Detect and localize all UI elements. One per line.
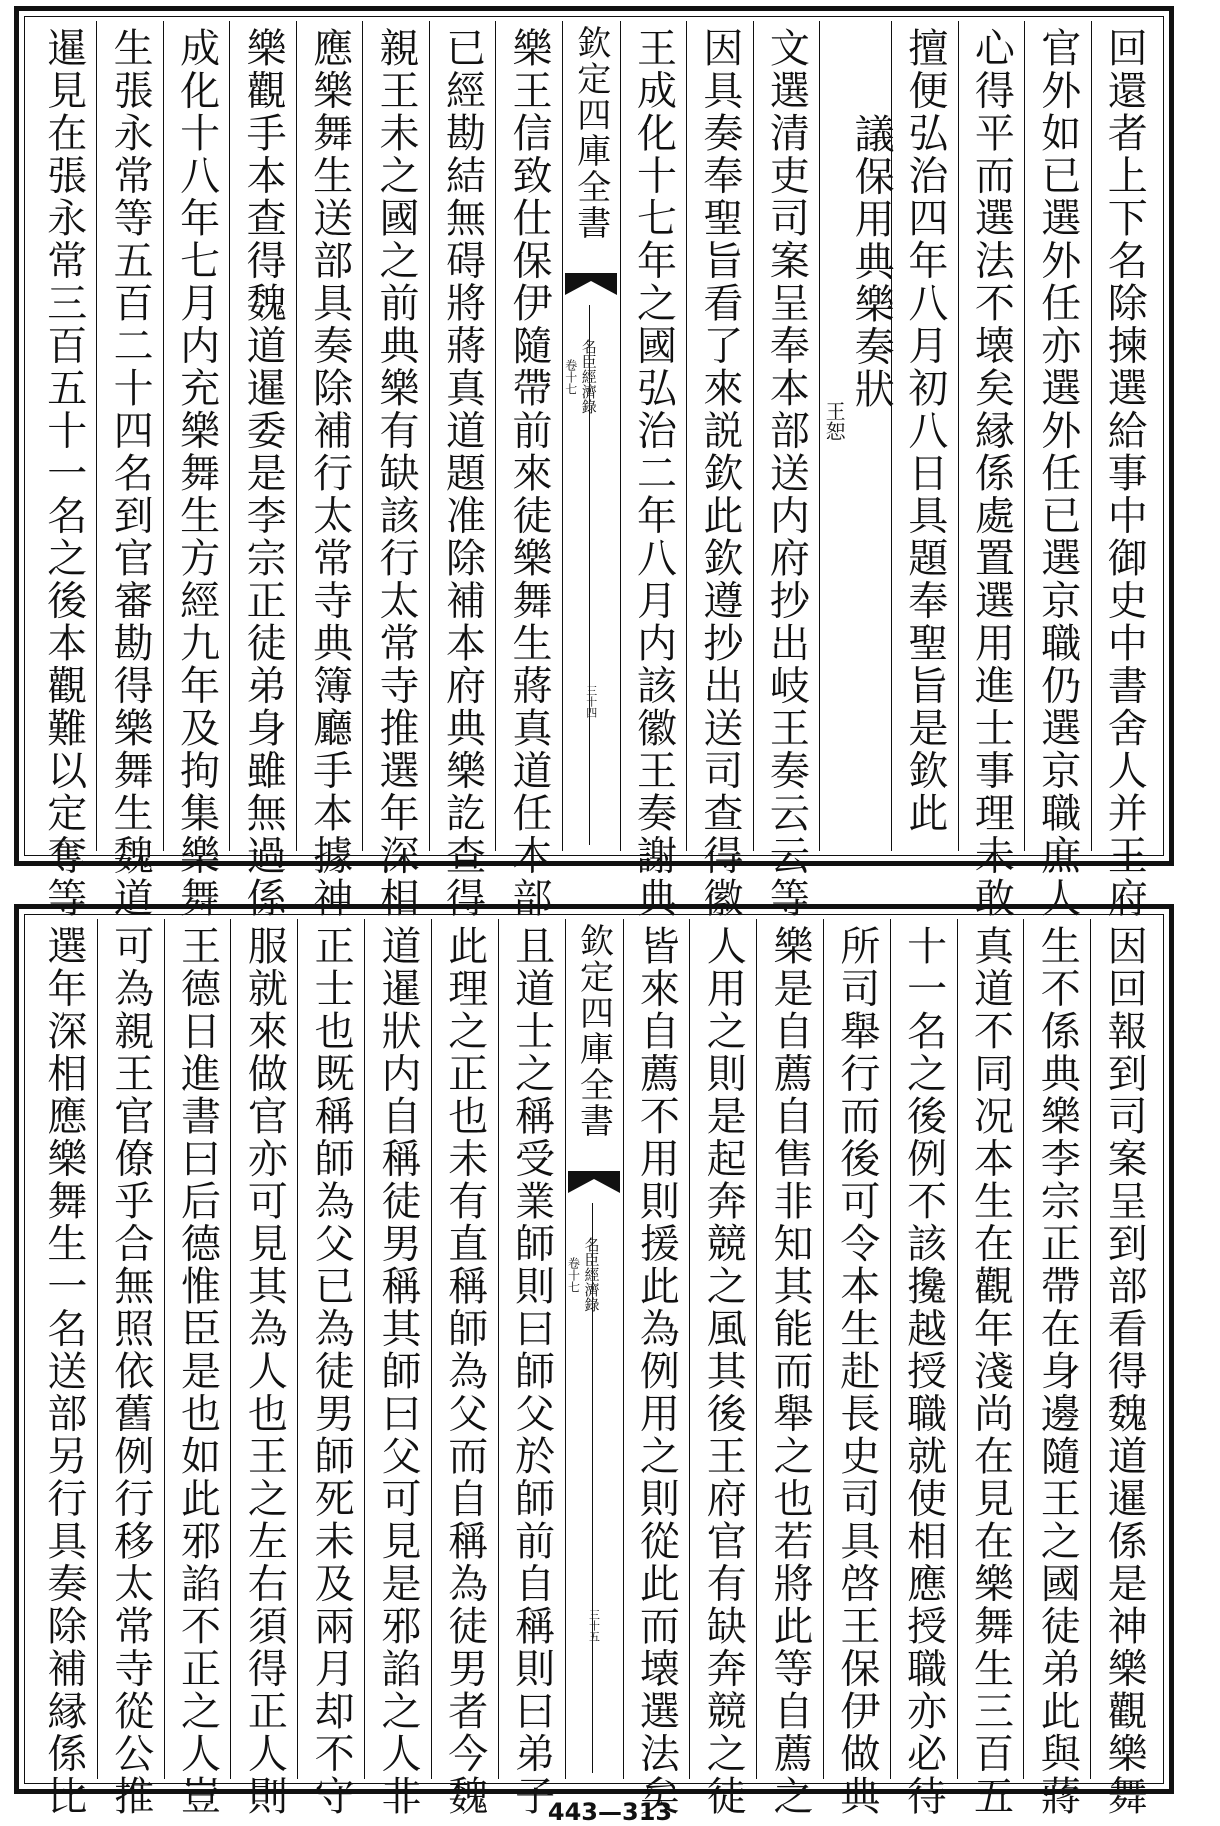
text-column: 可為親王官僚乎合無照依舊例行移太常寺從公推 [97, 919, 164, 1779]
text-column: 人用之則是起奔競之風其後王府官有缺奔競之徒 [689, 919, 756, 1779]
text-column: 樂王信致仕保伊隨帶前來徒樂舞生蔣真道任本部 [495, 21, 561, 851]
text-column: 文選清吏司案呈奉本部送内府抄出岐王奏云云等 [753, 21, 819, 851]
juan-number: 卷十七 [566, 1257, 581, 1293]
text-column: 親王未之國之前典樂有缺該行太常寺推選年深相 [362, 21, 428, 851]
book-name: 名臣經濟錄 [582, 1237, 601, 1312]
text-column: 服就來做官亦可見其為人也王之左右須得正人則 [230, 919, 297, 1779]
text-column: 官外如已選外任亦選外任已選京職仍選京職庶人 [1024, 21, 1090, 851]
text-column: 成化十八年七月内充樂舞生方經九年及拘集樂舞 [163, 21, 229, 851]
text-column: 且道士之稱受業師則曰師父於師前自稱則曰弟子 [498, 919, 565, 1779]
juan-number: 卷十七 [563, 359, 578, 395]
text-columns-top [31, 21, 1157, 920]
center-banner [565, 919, 623, 1779]
text-column: 應樂舞生送部具奏除補行太常寺典簿廳手本據神 [296, 21, 362, 851]
text-column: 十一名之後例不該攙越授職就使相應授職亦必待 [890, 919, 957, 1779]
text-column: 心得平而選法不壊矣縁係處置選用進士事理未敢 [958, 21, 1024, 851]
text-column: 正士也既稱師為父已為徒男師死未及兩月却不守 [297, 919, 364, 1779]
section-title-column [819, 21, 895, 851]
text-column: 選年深相應樂舞生一名送部另行具奏除補縁係比 [40, 925, 87, 1818]
text-column: 因回報到司案呈到部看得魏道暹係是神樂觀樂舞 [1090, 919, 1157, 1779]
text-column: 道暹狀内自稱徒男稱其師曰父可見是邪諂之人非 [364, 919, 431, 1779]
fishtail-ornament [568, 1171, 620, 1201]
text-column: 王成化十七年之國弘治二年八月内該徽王奏謝典 [620, 21, 686, 851]
banner-title: 欽定四庫全書 [570, 25, 611, 241]
folio-number: 三十五 [587, 1609, 601, 1642]
banner-title: 欽定四庫全書 [573, 923, 614, 1139]
text-column: 樂是自薦自售非知其能而舉之也若將此等自薦之 [756, 919, 823, 1779]
text-column: 王德日進書曰后德惟臣是也如此邪諂不正之人豈 [164, 919, 231, 1779]
text-column: 因具奏奉聖旨看了來説欽此欽遵抄出送司查得徽 [686, 21, 752, 851]
text-column: 擅便弘治四年八月初八日具題奉聖旨是欽此 [891, 21, 957, 851]
text-column: 已經勘結無碍將蔣真道題准除補本府典樂訖查得 [429, 21, 495, 851]
text-column: 生張永常等五百二十四名到官審勘得樂舞生魏道 [96, 21, 162, 851]
center-banner [562, 21, 620, 851]
fishtail-ornament [565, 273, 617, 303]
page-top [14, 6, 1174, 920]
text-column: 此理之正也未有直稱師為父而自稱為徒男者今魏 [431, 919, 498, 1779]
page-number: 443—313 [547, 1798, 673, 1826]
text-column: 所司舉行而後可令本生赴長史司具啓王保伊做典 [823, 919, 890, 1779]
author-note: 王恕 [822, 401, 847, 441]
folio-number: 三十四 [584, 685, 598, 718]
text-column: 真道不同况本生在觀年淺尚在見在樂舞生三百五 [957, 919, 1024, 1779]
text-column: 皆來自薦不用則援此為例用之則從此而壊選法矣 [623, 919, 690, 1779]
book-name: 名臣經濟錄 [579, 339, 598, 414]
text-column: 暹見在張永常三百五十一名之後本觀難以定奪等 [40, 27, 87, 920]
text-column: 回還者上下名除揀選給事中御史中書舍人并王府 [1091, 21, 1157, 851]
text-column: 樂觀手本查得魏道暹委是李宗正徒弟身雖無過係 [229, 21, 295, 851]
section-title: 議保用典樂奏狀 [848, 113, 895, 411]
text-column: 生不係典樂李宗正帶在身邊隨王之國徒弟此與蔣 [1023, 919, 1090, 1779]
